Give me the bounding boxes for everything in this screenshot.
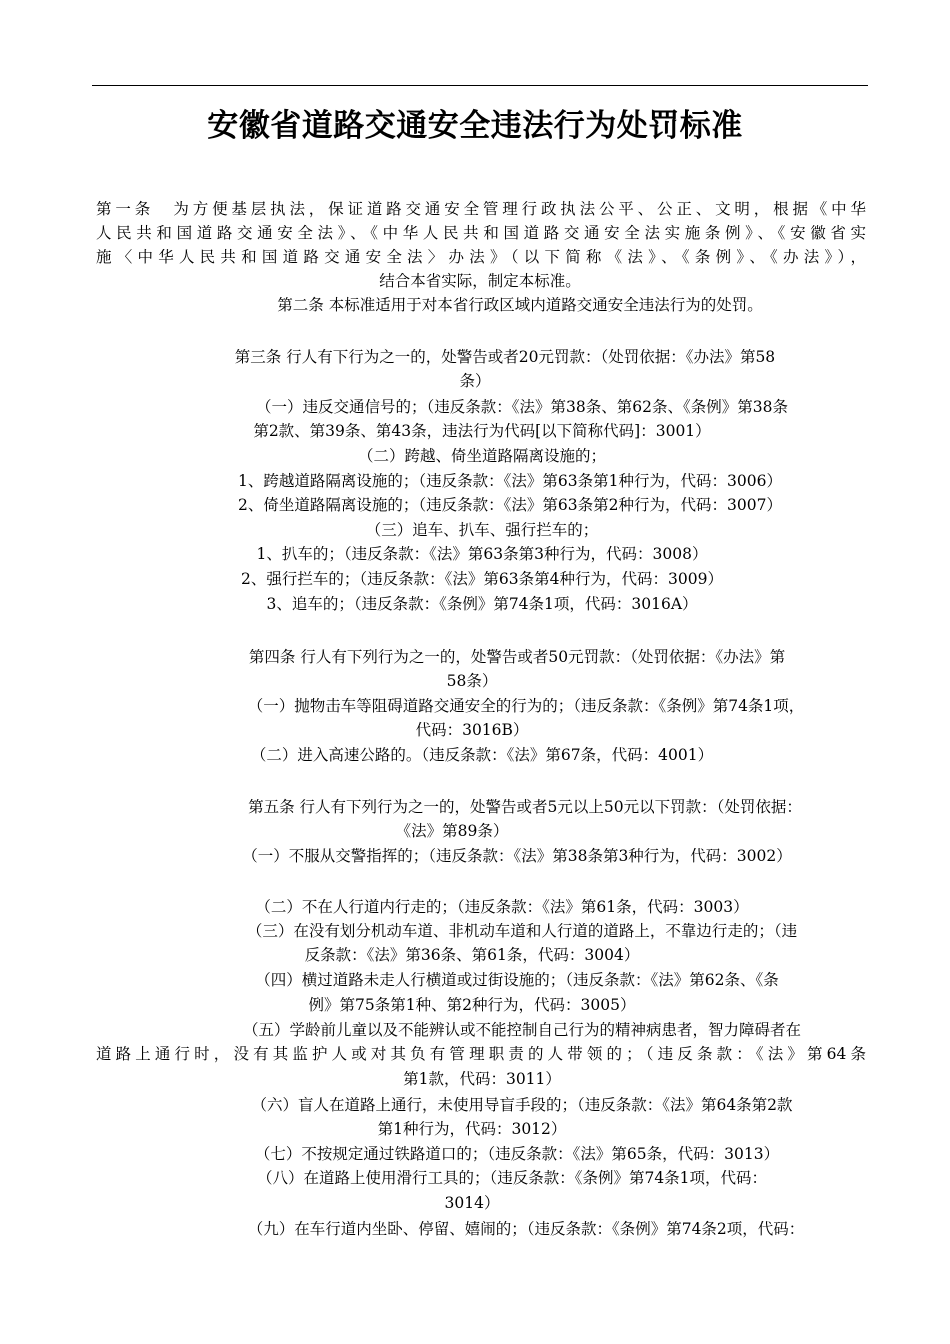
text-line: （九）在车行道内坐卧、停留、嬉闹的；（违反条款：《条例》第74条2项，代码： [247,1220,805,1238]
text-line: 第1款，代码：3011） [403,1070,561,1088]
text-line: 代码：3016B） [415,721,529,739]
text-line: 第2款、第39条、第43条，违法行为代码[以下简称代码]：3001） [253,422,711,440]
text-line: （六）盲人在道路上通行，未使用导盲手段的；（违反条款：《法》第64条第2款 [251,1096,793,1114]
text-line: 3、追车的；（违反条款：《条例》第74条1项，代码：3016A） [266,595,698,613]
text-line: 第1种行为，代码：3012） [377,1120,567,1138]
text-line: 第五条 行人有下列行为之一的，处警告或者5元以上50元以下罚款：（处罚依据： [248,798,802,816]
text-line: （五）学龄前儿童以及不能辨认或不能控制自己行为的精神病患者，智力障碍者在 [242,1021,801,1039]
text-line: 反条款：《法》第36条、第61条，代码：3004） [304,946,640,964]
text-line: 58条） [446,672,498,690]
text-line: 条） [459,372,491,390]
text-line: 《法》第89条） [395,822,509,840]
document-title: 安徽省道路交通安全违法行为处罚标准 [207,108,743,144]
text-line: 第四条 行人有下列行为之一的，处警告或者50元罚款：（处罚依据：《办法》第 [248,648,786,666]
text-line: 3014） [444,1194,500,1212]
text-line: 1、跨越道路隔离设施的；（违反条款：《法》第63条第1种行为，代码：3006） [238,472,782,490]
text-line: 人民共和国道路交通安全法》、《中华人民共和国道路交通安全法实施条例》、《安徽省实 [96,224,866,242]
text-line: （三）追车、扒车、强行拦车的； [365,521,599,539]
text-line: （七）不按规定通过铁路道口的；（违反条款：《法》第65条，代码：3013） [254,1145,780,1163]
text-line: （二）不在人行道内行走的；（违反条款：《法》第61条，代码：3003） [255,898,749,916]
text-line: 2、强行拦车的；（违反条款：《法》第63条第4种行为，代码：3009） [241,570,723,588]
text-line: （一）违反交通信号的；（违反条款：《法》第38条、第62条、《条例》第38条 [256,398,788,416]
text-line: 2、倚坐道路隔离设施的；（违反条款：《法》第63条第2种行为，代码：3007） [238,496,782,514]
text-line: 道路上通行时，没有其监护人或对其负有管理职责的人带领的；（违反条款：《法》第64条 [96,1045,866,1063]
text-line: （八）在道路上使用滑行工具的；（违反条款：《条例》第74条1项，代码： [256,1169,768,1187]
text-line: （四）横过道路未走人行横道或过街设施的；（违反条款：《法》第62条、《条 [255,971,779,989]
text-line: （二）进入高速公路的。（违反条款：《法》第67条，代码：4001） [250,746,714,764]
text-line: （二）跨越、倚坐道路隔离设施的； [357,447,606,465]
text-line: （三）在没有划分机动车道、非机动车道和人行道的道路上，不靠边行走的；（违 [246,922,798,940]
text-line: 1、扒车的；（违反条款：《法》第63条第3种行为，代码：3008） [256,545,708,563]
top-rule [92,85,868,86]
text-line: （一）不服从交警指挥的；（违反条款：《法》第38条第3种行为，代码：3002） [242,847,792,865]
text-line: 例》第75条第1种、第2种行为，代码：3005） [308,996,636,1014]
text-line: 第二条 本标准适用于对本省行政区域内道路交通安全违法行为的处罚。 [277,296,763,314]
text-line: 结合本省实际，制定本标准。 [379,272,581,290]
text-line: （一）抛物击车等阻碍道路交通安全的行为的；（违反条款：《条例》第74条1项， [247,697,805,715]
text-line: 第三条 行人有下行为之一的，处警告或者20元罚款：（处罚依据：《办法》第58 [234,348,776,366]
text-line: 施〈中华人民共和国道路交通安全法〉办法》（以下简称《法》、《条例》、《办法》）， [96,248,866,266]
text-line: 第一条 为方便基层执法，保证道路交通安全管理行政执法公平、公正、文明，根据《中华 [96,200,866,218]
